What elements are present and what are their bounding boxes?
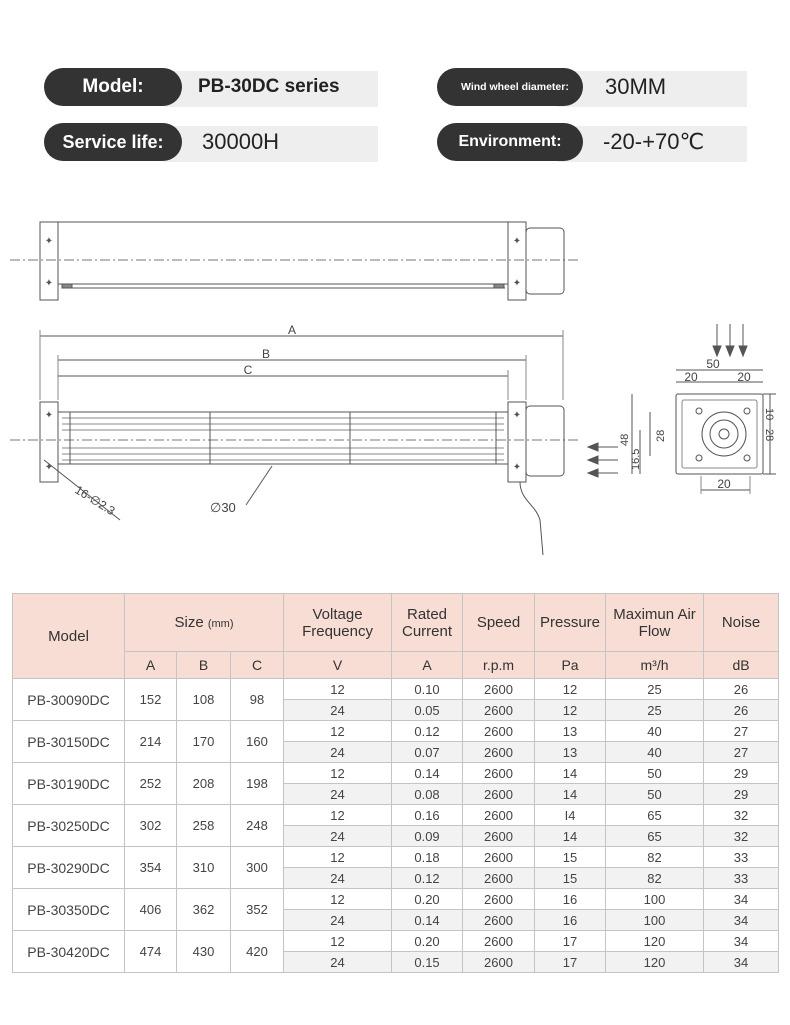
voltage-cell: 24 (284, 910, 392, 931)
current-cell: 0.09 (392, 826, 463, 847)
header-current: Rated Current (392, 594, 463, 652)
current-cell: 0.20 (392, 931, 463, 952)
noise-cell: 34 (704, 931, 779, 952)
noise-cell: 33 (704, 847, 779, 868)
unit-rpm: r.p.m (463, 652, 535, 679)
current-cell: 0.12 (392, 868, 463, 889)
noise-cell: 32 (704, 826, 779, 847)
noise-cell: 26 (704, 679, 779, 700)
current-cell: 0.14 (392, 910, 463, 931)
svg-text:✦: ✦ (512, 236, 522, 247)
noise-cell: 34 (704, 910, 779, 931)
pressure-cell: 14 (535, 763, 606, 784)
voltage-cell: 24 (284, 742, 392, 763)
airflow-cell: 25 (606, 679, 704, 700)
svg-text:✦: ✦ (44, 236, 54, 247)
size-c-cell: 248 (231, 805, 284, 847)
size-b-cell: 170 (177, 721, 231, 763)
noise-cell: 34 (704, 952, 779, 973)
table-row (13, 679, 779, 700)
model-cell: PB-30420DC (13, 931, 125, 973)
pressure-cell: 12 (535, 700, 606, 721)
airflow-cell: 50 (606, 763, 704, 784)
unit-v: V (284, 652, 392, 679)
size-c-cell: 98 (231, 679, 284, 721)
size-b-cell: 108 (177, 679, 231, 721)
model-label: Model: (44, 68, 182, 106)
current-cell: 0.12 (392, 721, 463, 742)
airflow-cell: 65 (606, 826, 704, 847)
unit-amp: A (392, 652, 463, 679)
pressure-cell: 16 (535, 889, 606, 910)
pressure-cell: 17 (535, 952, 606, 973)
voltage-cell: 12 (284, 763, 392, 784)
voltage-cell: 24 (284, 868, 392, 889)
spec-table-body (13, 679, 779, 973)
airflow-cell: 100 (606, 889, 704, 910)
header-model: Model (13, 594, 125, 679)
noise-cell: 27 (704, 742, 779, 763)
table-row (13, 931, 779, 952)
speed-cell: 2600 (463, 847, 535, 868)
voltage-cell: 12 (284, 679, 392, 700)
pressure-cell: 17 (535, 931, 606, 952)
voltage-cell: 24 (284, 784, 392, 805)
pressure-cell: 14 (535, 784, 606, 805)
current-cell: 0.10 (392, 679, 463, 700)
airflow-cell: 40 (606, 742, 704, 763)
hole-note: 16-∅2.3 (72, 482, 118, 519)
side-10: 10 (763, 408, 775, 421)
voltage-cell: 24 (284, 952, 392, 973)
unit-a: A (125, 652, 177, 679)
header-pressure: Pressure (535, 594, 606, 652)
table-row (13, 805, 779, 826)
table-row (13, 763, 779, 784)
size-c-cell: 160 (231, 721, 284, 763)
svg-text:✦: ✦ (44, 278, 54, 289)
side-50: 50 (706, 357, 720, 371)
header-noise: Noise (704, 594, 779, 652)
fan-top-view (10, 222, 580, 300)
size-b-cell: 310 (177, 847, 231, 889)
spec-table (12, 593, 779, 973)
size-a-cell: 406 (125, 889, 177, 931)
header-size: Size (mm) (125, 594, 284, 652)
pressure-cell: 13 (535, 742, 606, 763)
pressure-cell: 14 (535, 826, 606, 847)
pressure-cell: 15 (535, 868, 606, 889)
svg-text:✦: ✦ (512, 278, 522, 289)
speed-cell: 2600 (463, 952, 535, 973)
model-cell: PB-30190DC (13, 763, 125, 805)
side-28a: 28 (763, 429, 775, 442)
current-cell: 0.08 (392, 784, 463, 805)
dim-a: A (287, 323, 297, 337)
table-row (13, 721, 779, 742)
noise-cell: 29 (704, 763, 779, 784)
life-label: Service life: (44, 123, 182, 161)
model-cell: PB-30250DC (13, 805, 125, 847)
side-28b: 28 (655, 429, 667, 442)
diameter-label: ∅30 (210, 500, 236, 515)
model-cell: PB-30290DC (13, 847, 125, 889)
speed-cell: 2600 (463, 910, 535, 931)
header-speed: Speed (463, 594, 535, 652)
size-b-cell: 258 (177, 805, 231, 847)
current-cell: 0.20 (392, 889, 463, 910)
svg-text:✦: ✦ (44, 462, 54, 473)
unit-c: C (231, 652, 284, 679)
speed-cell: 2600 (463, 679, 535, 700)
table-row (13, 889, 779, 910)
speed-cell: 2600 (463, 868, 535, 889)
voltage-cell: 12 (284, 721, 392, 742)
current-cell: 0.16 (392, 805, 463, 826)
size-c-cell: 198 (231, 763, 284, 805)
voltage-cell: 12 (284, 889, 392, 910)
side-20c: 20 (717, 477, 731, 491)
unit-pa: Pa (535, 652, 606, 679)
svg-text:✦: ✦ (512, 410, 522, 421)
current-cell: 0.05 (392, 700, 463, 721)
airflow-cell: 120 (606, 931, 704, 952)
airflow-cell: 50 (606, 784, 704, 805)
speed-cell: 2600 (463, 700, 535, 721)
speed-cell: 2600 (463, 763, 535, 784)
fan-side-view (588, 324, 776, 494)
size-a-cell: 354 (125, 847, 177, 889)
airflow-cell: 82 (606, 868, 704, 889)
model-value: PB-30DC series (198, 76, 340, 97)
life-value: 30000H (202, 129, 280, 154)
speed-cell: 2600 (463, 721, 535, 742)
pressure-cell: I4 (535, 805, 606, 826)
size-a-cell: 152 (125, 679, 177, 721)
model-cell: PB-30090DC (13, 679, 125, 721)
side-165: 16.5 (630, 448, 642, 470)
size-b-cell: 362 (177, 889, 231, 931)
side-20b: 20 (737, 370, 751, 384)
airflow-cell: 25 (606, 700, 704, 721)
wheel-value: 30MM (605, 74, 667, 99)
size-a-cell: 252 (125, 763, 177, 805)
noise-cell: 34 (704, 889, 779, 910)
model-cell: PB-30150DC (13, 721, 125, 763)
unit-flow: m³/h (606, 652, 704, 679)
pressure-cell: 15 (535, 847, 606, 868)
table-row (13, 847, 779, 868)
pressure-cell: 12 (535, 679, 606, 700)
airflow-cell: 82 (606, 847, 704, 868)
noise-cell: 32 (704, 805, 779, 826)
wheel-label: Wind wheel diameter: (437, 68, 583, 106)
pressure-cell: 13 (535, 721, 606, 742)
current-cell: 0.18 (392, 847, 463, 868)
side-20a: 20 (684, 370, 698, 384)
speed-cell: 2600 (463, 826, 535, 847)
size-c-cell: 300 (231, 847, 284, 889)
fan-front-view (10, 323, 580, 555)
env-value: -20-+70℃ (603, 129, 705, 154)
size-a-cell: 302 (125, 805, 177, 847)
size-a-cell: 474 (125, 931, 177, 973)
unit-db: dB (704, 652, 779, 679)
airflow-cell: 120 (606, 952, 704, 973)
unit-b: B (177, 652, 231, 679)
speed-cell: 2600 (463, 805, 535, 826)
dim-c: C (243, 363, 253, 377)
airflow-cell: 65 (606, 805, 704, 826)
size-b-cell: 430 (177, 931, 231, 973)
size-c-cell: 420 (231, 931, 284, 973)
size-a-cell: 214 (125, 721, 177, 763)
voltage-cell: 12 (284, 931, 392, 952)
airflow-cell: 100 (606, 910, 704, 931)
side-48: 48 (619, 433, 631, 446)
current-cell: 0.15 (392, 952, 463, 973)
voltage-cell: 24 (284, 700, 392, 721)
speed-cell: 2600 (463, 931, 535, 952)
current-cell: 0.07 (392, 742, 463, 763)
speed-cell: 2600 (463, 742, 535, 763)
pressure-cell: 16 (535, 910, 606, 931)
airflow-cell: 40 (606, 721, 704, 742)
noise-cell: 27 (704, 721, 779, 742)
voltage-cell: 12 (284, 847, 392, 868)
model-cell: PB-30350DC (13, 889, 125, 931)
svg-text:✦: ✦ (44, 410, 54, 421)
noise-cell: 33 (704, 868, 779, 889)
dim-b: B (261, 347, 271, 361)
env-label: Environment: (437, 123, 583, 161)
noise-cell: 26 (704, 700, 779, 721)
voltage-cell: 24 (284, 826, 392, 847)
noise-cell: 29 (704, 784, 779, 805)
svg-text:✦: ✦ (512, 462, 522, 473)
speed-cell: 2600 (463, 889, 535, 910)
size-b-cell: 208 (177, 763, 231, 805)
size-c-cell: 352 (231, 889, 284, 931)
voltage-cell: 12 (284, 805, 392, 826)
speed-cell: 2600 (463, 784, 535, 805)
header-airflow: Maximun Air Flow (606, 594, 704, 652)
header-voltage: Voltage Frequency (284, 594, 392, 652)
current-cell: 0.14 (392, 763, 463, 784)
